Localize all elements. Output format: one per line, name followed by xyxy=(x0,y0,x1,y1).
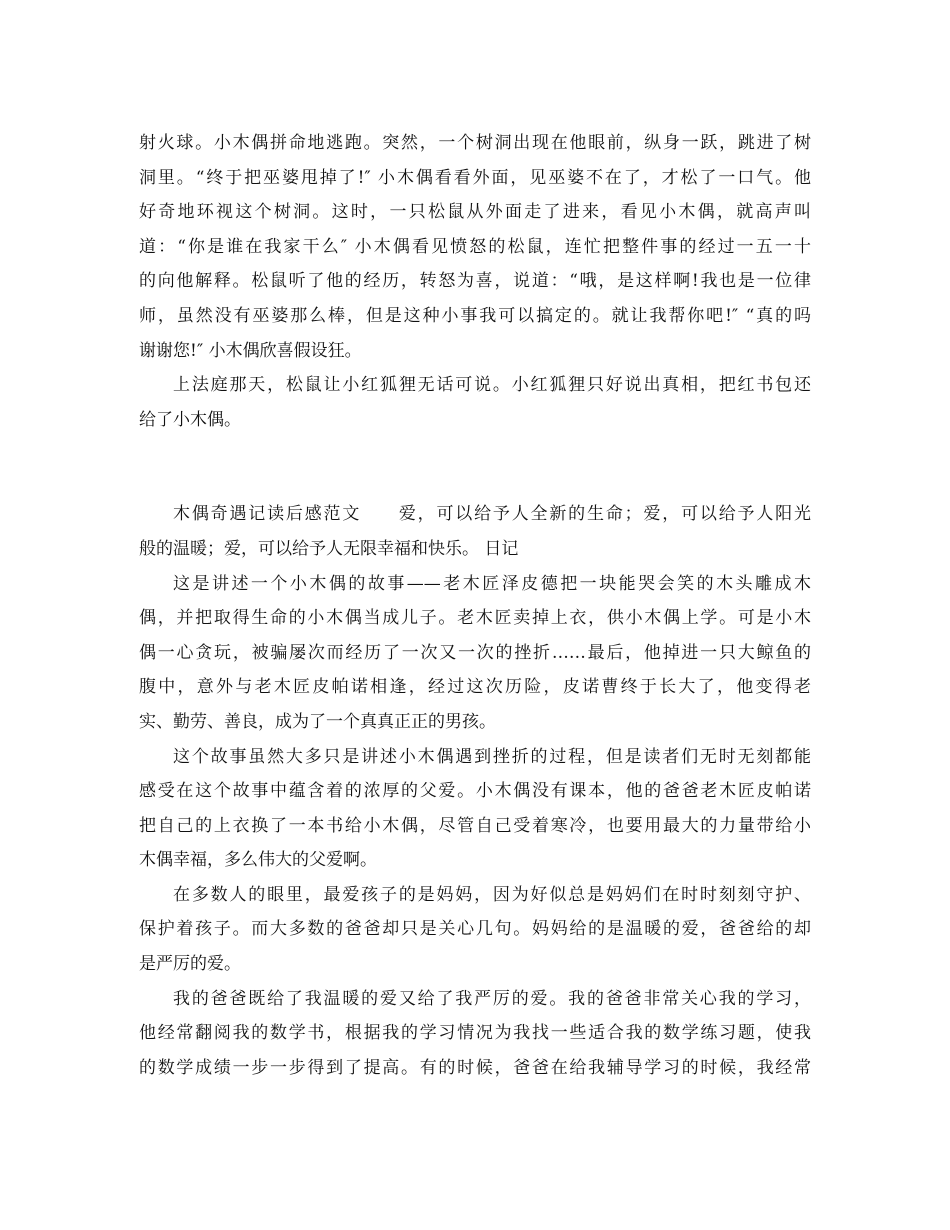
text-line: 偶，并把取得生命的小木偶当成儿子。老木匠卖掉上衣，供小木偶上学。可是小木 xyxy=(139,608,811,629)
text-line: 实、勤劳、善良，成为了一个真真正正的男孩。 xyxy=(139,711,496,732)
paragraph-story-end xyxy=(139,126,811,368)
paragraph-essay-title xyxy=(139,497,811,566)
paragraph-court-day xyxy=(139,368,811,437)
paragraph-fatherly-love xyxy=(139,740,811,878)
text-line: 上法庭那天，松鼠让小红狐狸无话可说。小红狐狸只好说出真相，把红书包还 xyxy=(173,375,811,396)
text-line: 腹中，意外与老木匠皮帕诺相逢，经过这次历险，皮诺曹终于长大了，他变得老 xyxy=(139,677,811,698)
paragraph-my-father xyxy=(139,982,811,1086)
text-line: 射火球。小木偶拼命地逃跑。突然，一个树洞出现在他眼前，纵身一跃，跳进了树 xyxy=(139,133,811,153)
text-line: 的向他解释。松鼠听了他的经历，转怒为喜，说道：“哦，是这样啊!我也是一位律 xyxy=(139,271,811,292)
text-line: 这是讲述一个小木偶的故事——老木匠泽皮德把一块能哭会笑的木头雕成木 xyxy=(173,573,811,594)
text-line: 他经常翻阅我的数学书，根据我的学习情况为我找一些适合我的数学练习题，使我 xyxy=(139,1023,811,1044)
text-line: 木偶奇遇记读后感范文 爱，可以给予人全新的生命；爱，可以给予人阳光 xyxy=(173,504,811,525)
paragraph-story-summary xyxy=(139,567,811,740)
text-line: 把自己的上衣换了一本书给小木偶，尽管自己受着寒冷，也要用最大的力量带给小 xyxy=(139,815,811,836)
text-line: 谢谢您!″ 小木偶欣喜假设狂。 xyxy=(139,340,362,361)
text-line: 洞里。“终于把巫婆甩掉了!″ 小木偶看看外面，见巫婆不在了，才松了一口气。他 xyxy=(139,167,811,188)
text-line: 的数学成绩一步一步得到了提高。有的时候，爸爸在给我辅导学习的时候，我经常 xyxy=(139,1057,811,1078)
document-body xyxy=(139,126,811,1085)
text-line: 木偶幸福，多么伟大的父爱啊。 xyxy=(139,850,377,871)
text-line: 般的温暖；爱，可以给予人无限幸福和快乐。 日记 xyxy=(139,538,519,559)
text-line: 这个故事虽然大多只是讲述小木偶遇到挫折的过程，但是读者们无时无刻都能 xyxy=(173,746,811,767)
paragraph-mothers-fathers xyxy=(139,878,811,982)
text-line: 是严厉的爱。 xyxy=(139,954,241,975)
text-line: 给了小木偶。 xyxy=(139,409,241,430)
text-line: 道：“你是谁在我家干么″ 小木偶看见愤怒的松鼠，连忙把整件事的经过一五一十 xyxy=(139,236,811,257)
text-line: 我的爸爸既给了我温暖的爱又给了我严厉的爱。我的爸爸非常关心我的学习， xyxy=(173,988,811,1009)
text-line: 在多数人的眼里，最爱孩子的是妈妈，因为好似总是妈妈们在时时刻刻守护、 xyxy=(173,884,811,905)
text-line: 保护着孩子。而大多数的爸爸却只是关心几句。妈妈给的是温暖的爱，爸爸给的却 xyxy=(139,919,811,940)
text-line: 偶一心贪玩，被骗屡次而经历了一次又一次的挫折……最后，他掉进一只大鲸鱼的 xyxy=(139,642,811,663)
text-line: 好奇地环视这个树洞。这时，一只松鼠从外面走了进来，看见小木偶，就高声叫 xyxy=(139,202,811,223)
text-line: 感受在这个故事中蕴含着的浓厚的父爱。小木偶没有课本，他的爸爸老木匠皮帕诺 xyxy=(139,781,811,802)
section-gap xyxy=(139,437,811,497)
text-line: 师，虽然没有巫婆那么棒，但是这种小事我可以搞定的。就让我帮你吧!″ “真的吗 xyxy=(139,305,811,326)
